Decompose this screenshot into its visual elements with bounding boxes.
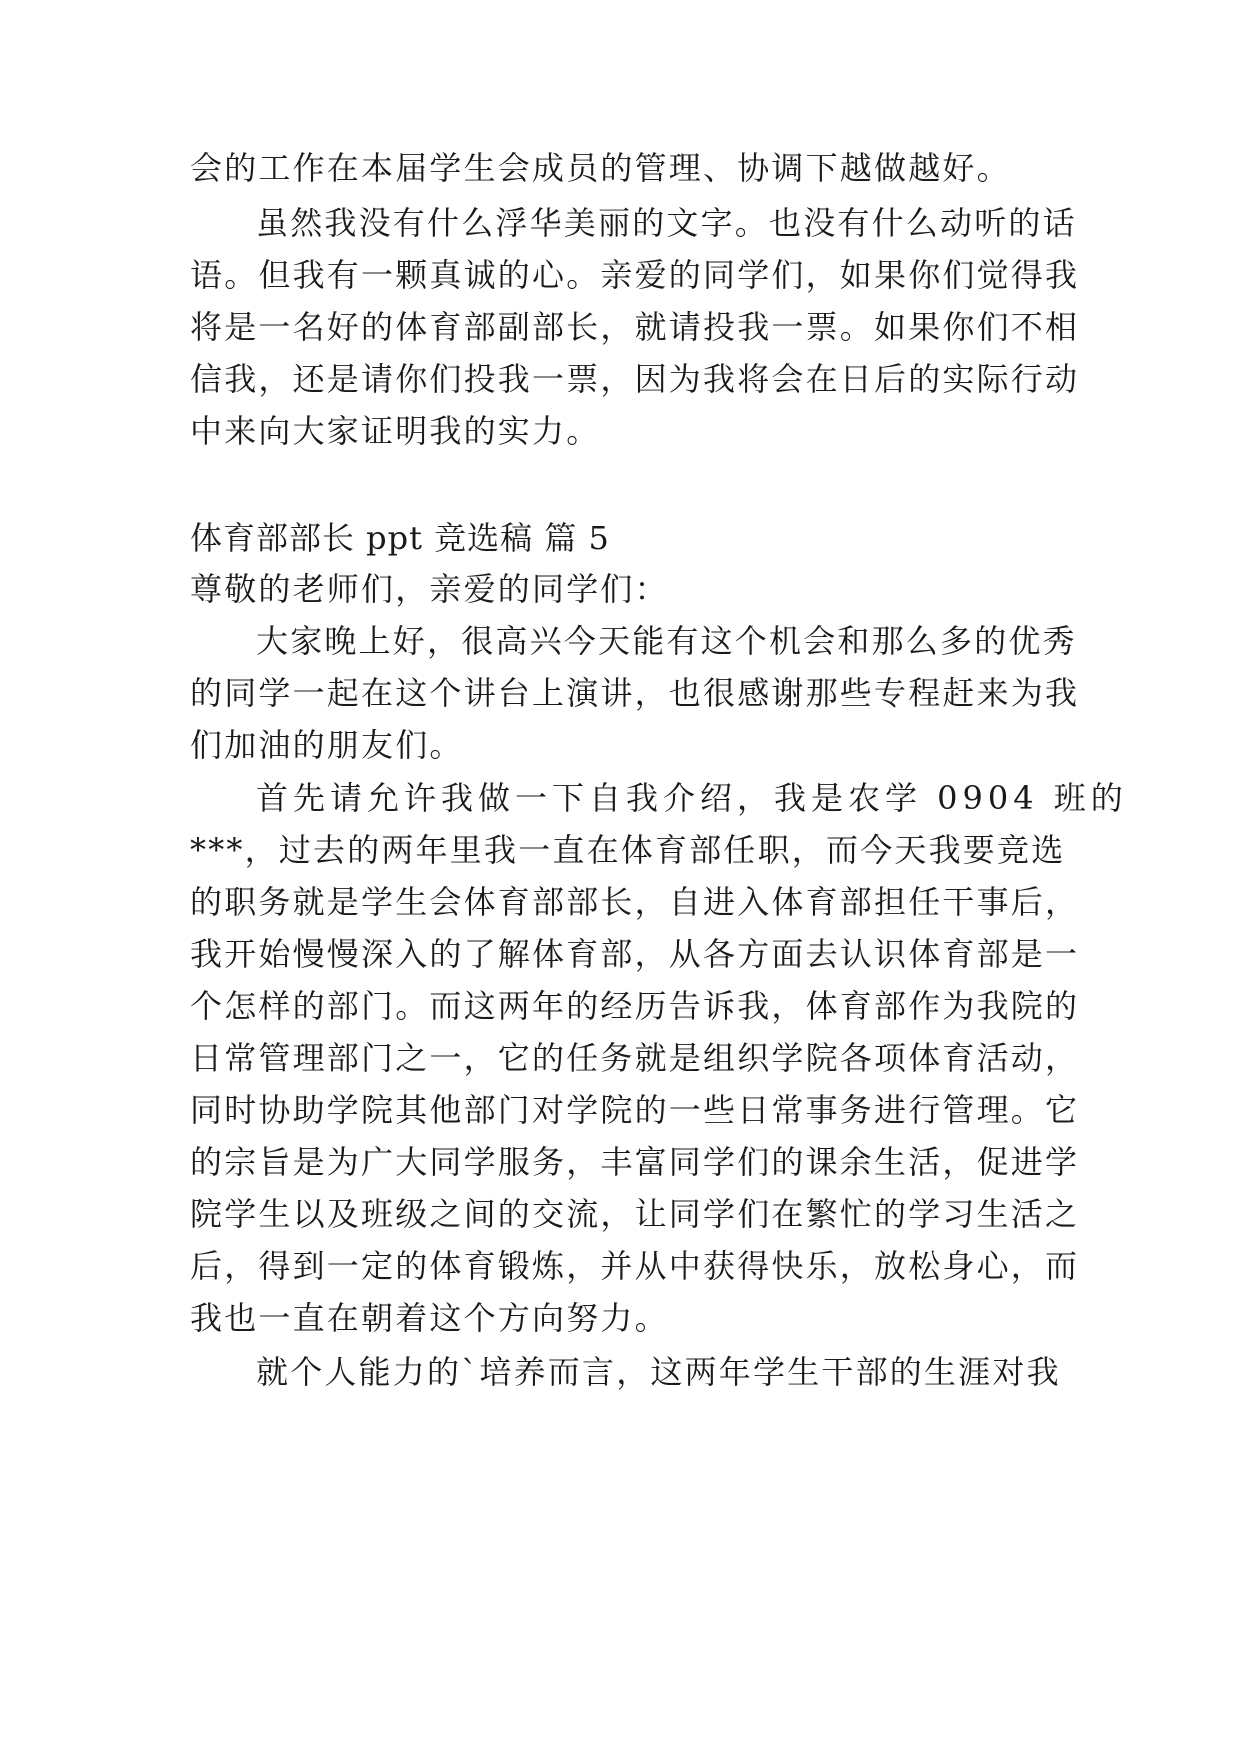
paragraph-d-line: 日常管理部门之一，它的任务就是组织学院各项体育活动， xyxy=(190,1039,1080,1077)
paragraph-d-line: 首先请允许我做一下自我介绍，我是农学 0904 班的 xyxy=(256,779,1128,817)
paragraph-d-line: 的职务就是学生会体育部部长，自进入体育部担任干事后， xyxy=(190,883,1080,921)
paragraph-d-line: 个怎样的部门。而这两年的经历告诉我，体育部作为我院的 xyxy=(190,987,1080,1025)
paragraph-d-line: 同时协助学院其他部门对学院的一些日常事务进行管理。它 xyxy=(190,1091,1080,1129)
paragraph-d-line: 我也一直在朝着这个方向努力。 xyxy=(190,1299,669,1337)
paragraph-b-line: 语。但我有一颗真诚的心。亲爱的同学们，如果你们觉得我 xyxy=(190,256,1080,294)
paragraph-c-line: 大家晚上好，很高兴今天能有这个机会和那么多的优秀 xyxy=(256,622,1077,660)
paragraph-b-line: 虽然我没有什么浮华美丽的文字。也没有什么动听的话 xyxy=(256,204,1077,242)
paragraph-b-line: 信我，还是请你们投我一票，因为我将会在日后的实际行动 xyxy=(190,360,1080,398)
paragraph-c-line: 的同学一起在这个讲台上演讲，也很感谢那些专程赶来为我 xyxy=(190,674,1080,712)
paragraph-d-line: 我开始慢慢深入的了解体育部，从各方面去认识体育部是一 xyxy=(190,935,1080,973)
paragraph-d-line: 的宗旨是为广大同学服务，丰富同学们的课余生活，促进学 xyxy=(190,1143,1080,1181)
paragraph-b-line: 将是一名好的体育部副部长，就请投我一票。如果你们不相 xyxy=(190,308,1080,346)
paragraph-d-line: ***，过去的两年里我一直在体育部任职，而今天我要竞选 xyxy=(190,831,1066,869)
section-title: 体育部部长 ppt 竞选稿 篇 5 xyxy=(190,519,610,557)
paragraph-b-line: 中来向大家证明我的实力。 xyxy=(190,412,601,450)
paragraph-c-line: 们加油的朋友们。 xyxy=(190,726,464,764)
paragraph-d-line: 后，得到一定的体育锻炼，并从中获得快乐，放松身心，而 xyxy=(190,1247,1080,1285)
paragraph-e-line: 就个人能力的`培养而言，这两年学生干部的生涯对我 xyxy=(256,1353,1061,1391)
paragraph-a-line: 会的工作在本届学生会成员的管理、协调下越做越好。 xyxy=(190,149,1011,187)
paragraph-d-line: 院学生以及班级之间的交流，让同学们在繁忙的学习生活之 xyxy=(190,1195,1080,1233)
salutation: 尊敬的老师们，亲爱的同学们： xyxy=(190,570,669,608)
